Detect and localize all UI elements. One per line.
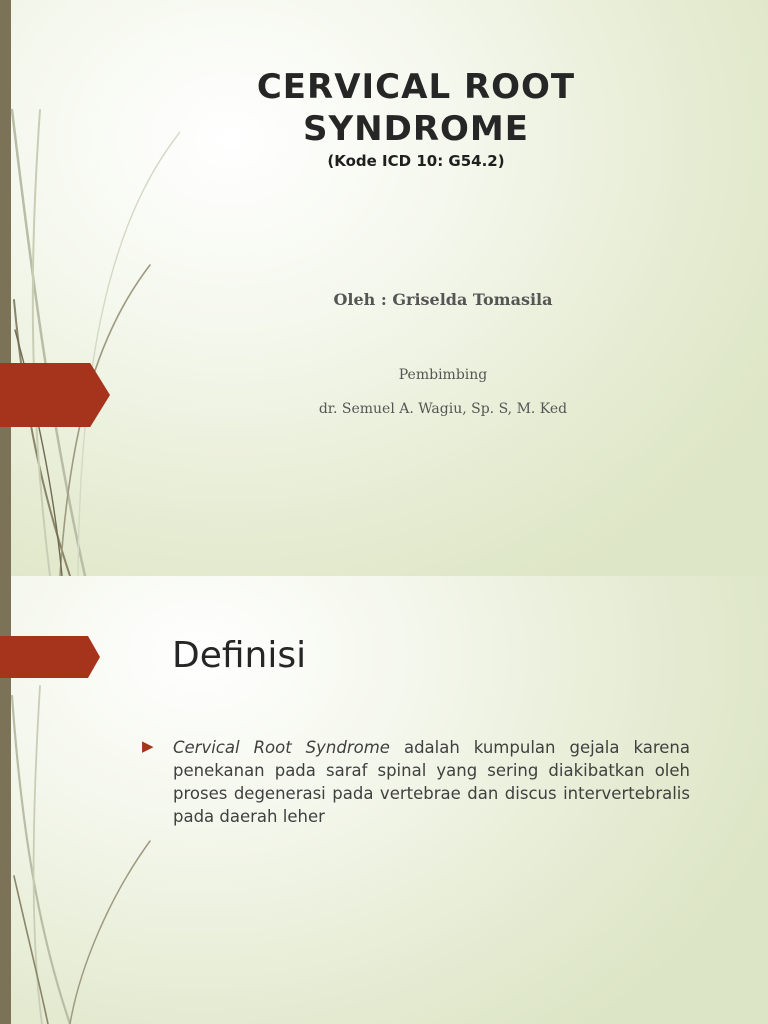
accent-arrow-shape — [0, 363, 110, 427]
definition-slide — [0, 576, 768, 1024]
bullet-item — [142, 736, 690, 828]
slide-subtitle: (Kode ICD 10: G54.2) — [327, 152, 505, 170]
arrow-bullet-icon: ▶ — [142, 737, 154, 755]
bullet-text — [173, 736, 690, 828]
accent-arrow-shape — [0, 636, 100, 678]
bullet-body: adalah kumpulan gejala karena penekanan pada saraf spinal yang sering diakibatkan oleh proses degenerasi pada vertebrae dan discus intervertebralis pada daerah leher — [173, 738, 690, 826]
supervisor-label: Pembimbing — [398, 367, 488, 383]
grass-decoration — [0, 0, 180, 576]
bullet-term: Cervical Root Syndrome — [173, 738, 390, 757]
slide-title: CERVICAL ROOT SYNDROME — [256, 67, 576, 149]
author-line: Oleh : Griselda Tomasila — [333, 290, 553, 309]
slide-heading: Definisi — [172, 635, 307, 676]
supervisor-name: dr. Semuel A. Wagiu, Sp. S, M. Ked — [318, 401, 568, 417]
